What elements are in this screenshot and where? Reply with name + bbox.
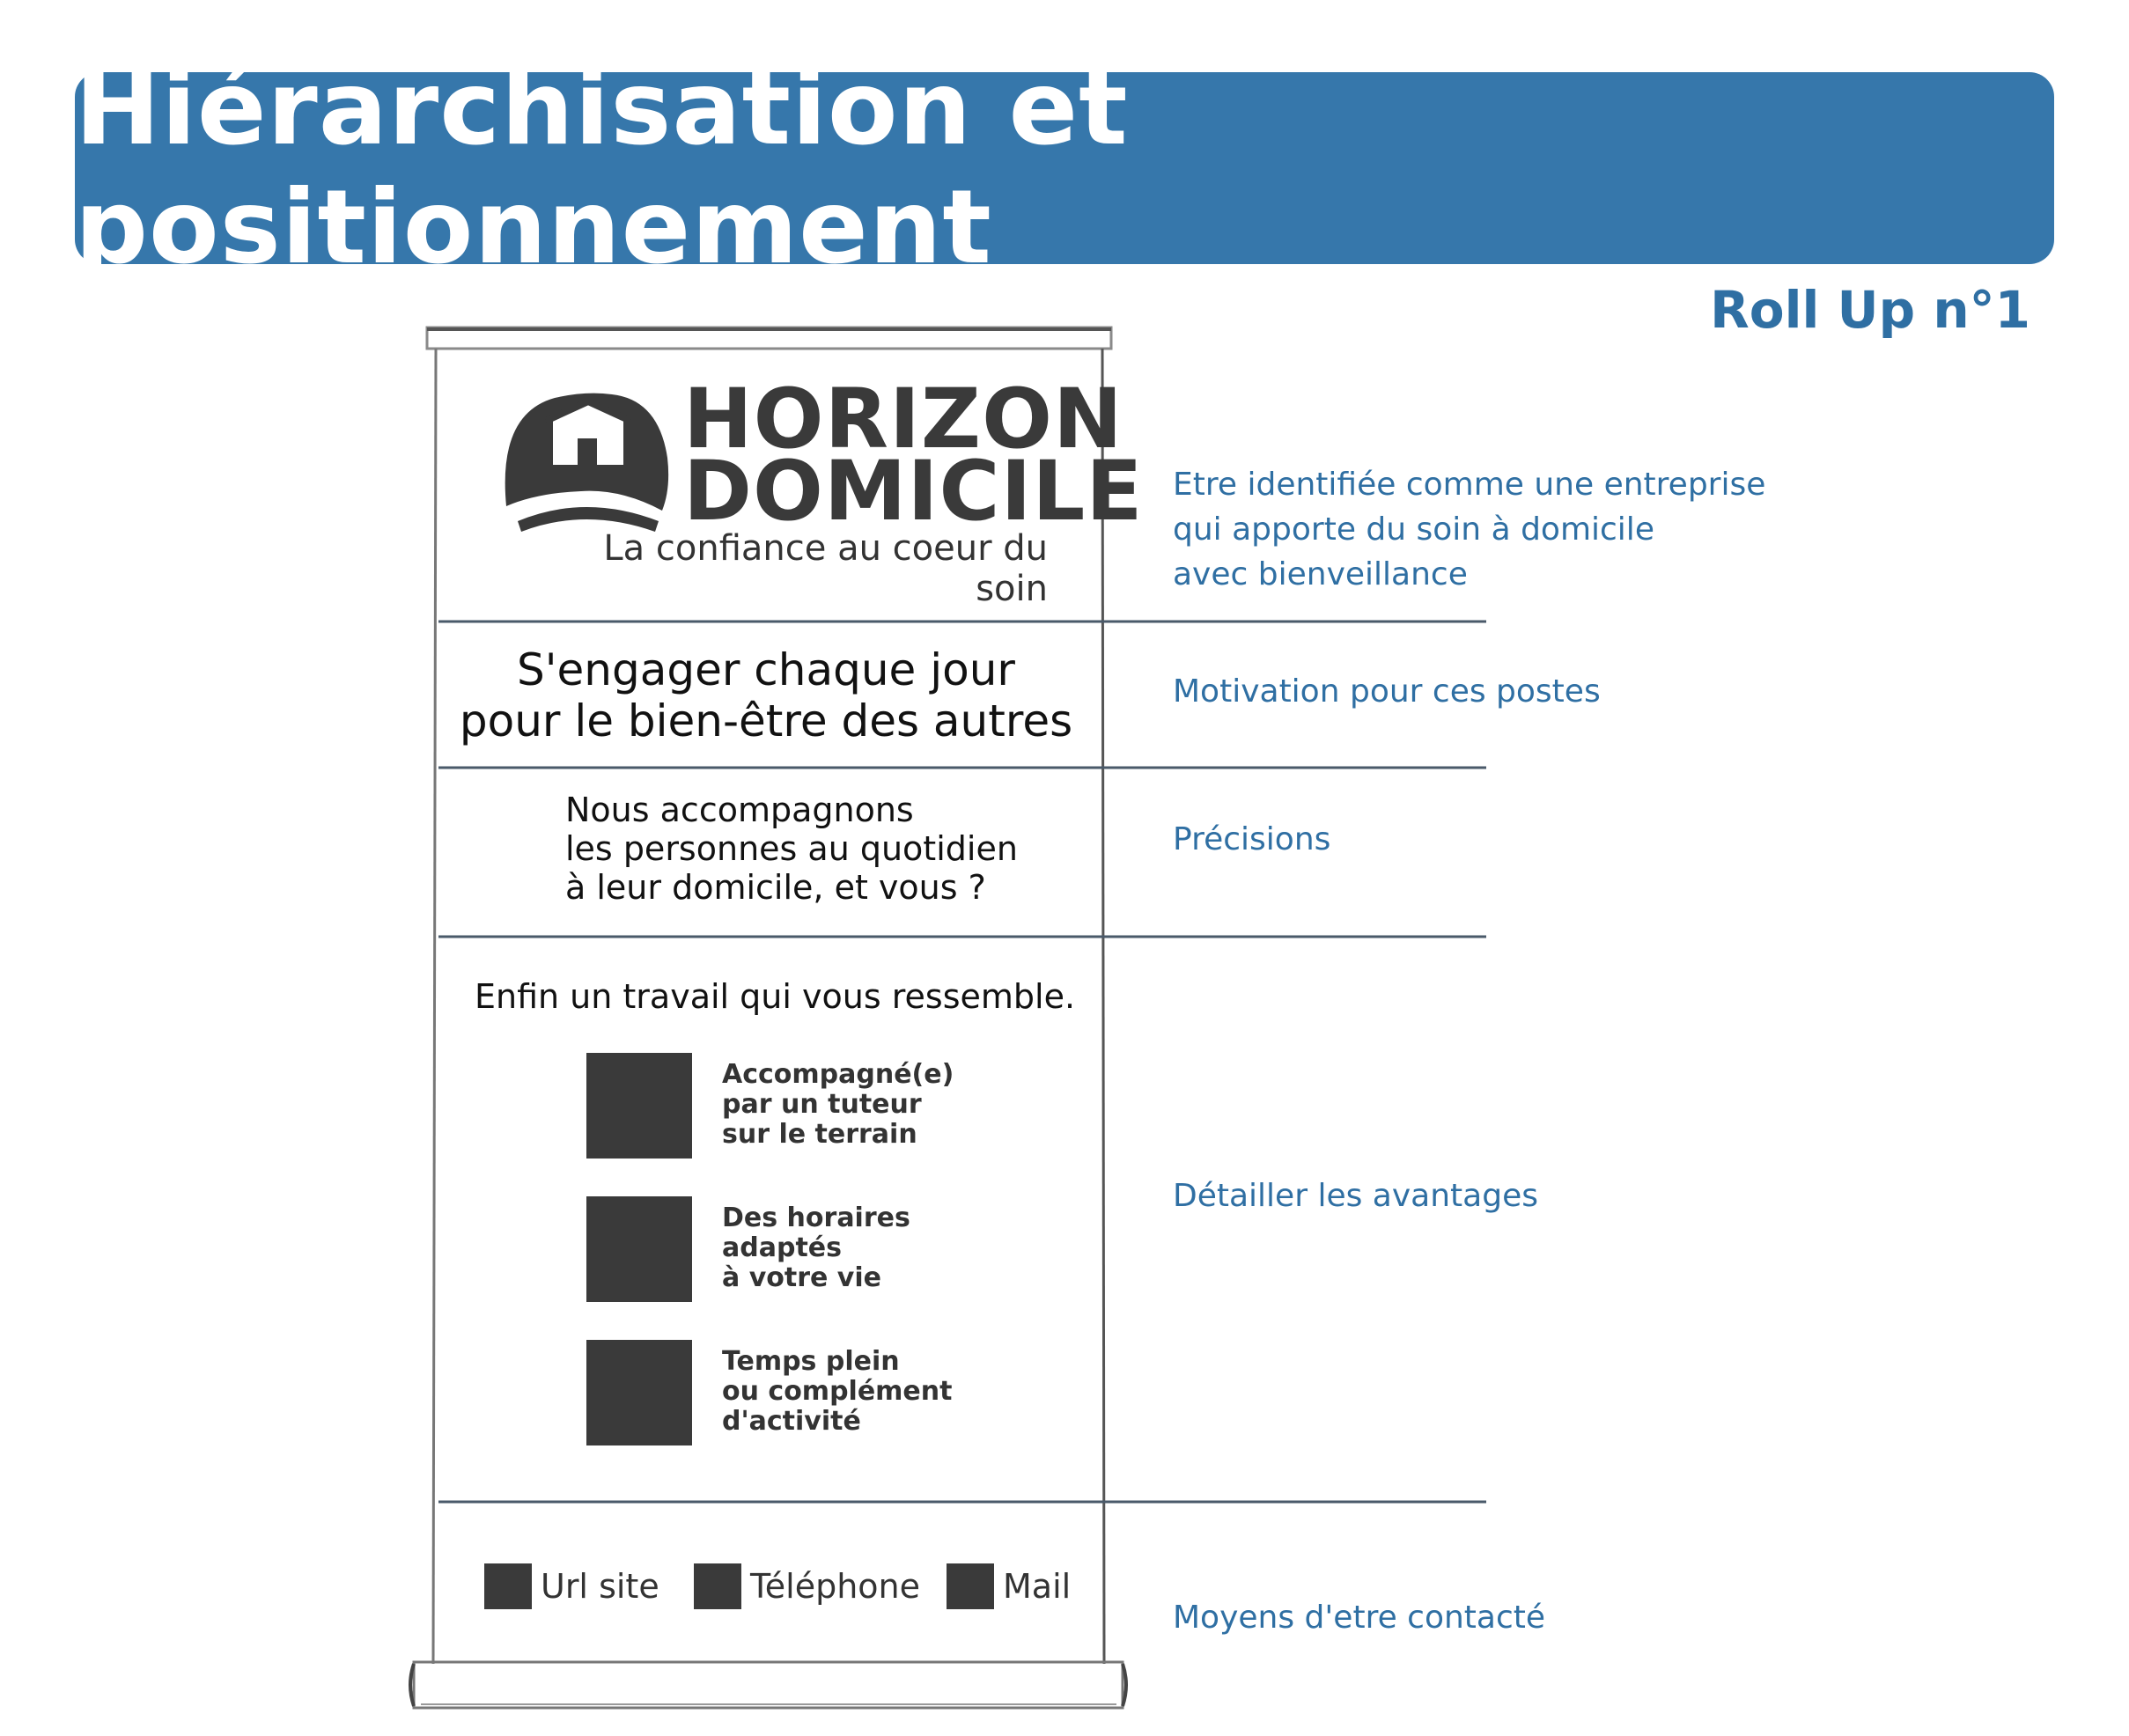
brand-name-line1: HORIZON [683, 371, 1123, 467]
benefit-text [722, 1347, 952, 1437]
annotation-advantages: Détailler les avantages [1173, 1178, 1538, 1214]
page-subtitle: Roll Up n°1 [1710, 280, 2030, 340]
brand-logo-text [683, 371, 1144, 540]
precision-line1: Nous accompagnons [565, 791, 914, 829]
slogan-line2: pour le bien-être des autres [459, 695, 1073, 747]
benefit-text [722, 1060, 954, 1150]
precision-line2: les personnes au quotidien [565, 829, 1018, 868]
contact-mail [947, 1563, 1071, 1609]
precision-text [565, 791, 1018, 907]
benefit-placeholder-icon [586, 1340, 692, 1445]
benefit-item [586, 1053, 1079, 1159]
precision-line3: à leur domicile, et vous ? [565, 868, 986, 907]
benefit-placeholder-icon [586, 1196, 692, 1302]
benefit-line: à votre vie [722, 1262, 881, 1293]
annotation-line: qui apporte du soin à domicile [1173, 511, 1654, 548]
annotation-motivation: Motivation pour ces postes [1173, 673, 1601, 710]
annotation-precisions: Précisions [1173, 821, 1331, 857]
brand-name-line2: DOMICILE [683, 444, 1144, 540]
mail-placeholder-icon [947, 1563, 994, 1609]
page-title: Hiérarchisation et positionnement [75, 49, 1129, 287]
benefit-item [586, 1196, 1079, 1302]
house-logo-icon [505, 394, 668, 532]
phone-placeholder-icon [694, 1563, 741, 1609]
annotation-line: avec bienveillance [1173, 556, 1468, 592]
benefit-line: Des horaires [722, 1203, 910, 1233]
benefit-line: sur le terrain [722, 1119, 917, 1150]
contact-url [484, 1563, 659, 1609]
benefit-line: Temps plein [722, 1346, 900, 1377]
benefit-line: Accompagné(e) [722, 1059, 954, 1090]
contact-mail-label: Mail [1003, 1567, 1072, 1606]
benefit-line: d'activité [722, 1406, 861, 1437]
slogan-line1: S'engager chaque jour [517, 644, 1015, 695]
benefit-line: ou complément [722, 1376, 953, 1407]
contact-url-label: Url site [541, 1567, 659, 1606]
benefit-text [722, 1203, 910, 1293]
benefit-item [586, 1340, 1079, 1445]
benefit-line: par un tuteur [722, 1089, 922, 1120]
benefits-title: Enfin un travail qui vous ressemble. [474, 977, 1076, 1016]
contact-phone-label: Téléphone [750, 1567, 920, 1606]
url-placeholder-icon [484, 1563, 532, 1609]
annotation-identity [1173, 462, 1765, 597]
benefit-placeholder-icon [586, 1053, 692, 1159]
annotation-contact: Moyens d'etre contacté [1173, 1600, 1546, 1636]
contact-phone [694, 1563, 920, 1609]
benefit-line: adaptés [722, 1232, 842, 1263]
slogan [440, 644, 1092, 747]
annotation-line: Etre identifiée comme une entreprise [1173, 467, 1766, 503]
brand-tagline: La confiance au coeur du soin [603, 528, 1048, 609]
